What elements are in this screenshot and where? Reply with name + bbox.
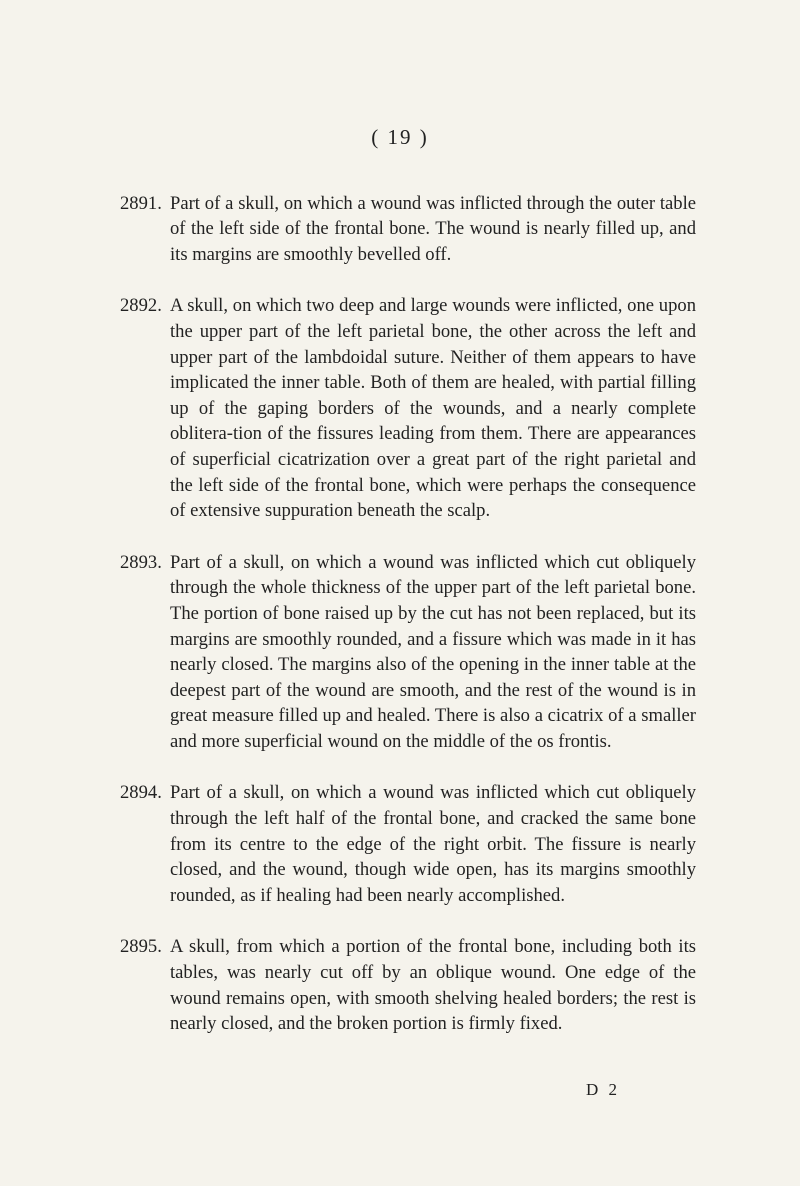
entry-number: 2891. <box>120 192 162 214</box>
catalogue-entry-2893 <box>120 550 696 755</box>
entry-text: Part of a skull, on which a wound was inflicted through the outer table of the left side of the frontal bone. The wound is nearly filled up, and its margins are smoothly bevelled off. <box>170 192 696 265</box>
catalogue-entry-2891 <box>120 191 696 268</box>
page-number: ( 19 ) <box>371 125 429 149</box>
entry-number: 2894. <box>120 782 162 804</box>
entry-text: Part of a skull, on which a wound was inflicted which cut obliquely through the whole thickness of the upper part of the left parietal bone. The portion of bone raised up by the cut has not been replaced, but its margins are smoothly rounded, and a fissure which was made in it has nearly closed. The margins also of the opening in the inner table at the deepest part of the wound are smooth, and the rest of the wound is in great measure filled up and healed. There is also a cicatrix of a smaller and more superficial wound on the middle of the os frontis. <box>170 551 696 752</box>
entry-text: A skull, on which two deep and large wounds were inflicted, one upon the upper part of the left parietal bone, the other across the left and upper part of the lambdoidal suture. Neither of them appears to have implicated the inner table. Both of them are healed, with partial filling up of the gaping borders of the wounds, and a nearly complete oblitera-tion of the fissures leading from them. There are appearances of superficial cicatrization over a great part of the right parietal and the left side of the frontal bone, which were perhaps the consequence of extensive suppuration beneath the scalp. <box>170 295 696 522</box>
catalogue-entries <box>120 172 696 1063</box>
entry-number: 2895. <box>120 936 162 958</box>
entry-text: A skull, from which a portion of the frontal bone, including both its tables, was nearly cut off by an oblique wound. One edge of the wound remains open, with smooth shelving healed borders; the rest is nearly closed, and the broken portion is firmly fixed. <box>170 936 696 1035</box>
signature-mark: D 2 <box>586 1080 621 1099</box>
entry-text: Part of a skull, on which a wound was inflicted which cut obliquely through the left half of the frontal bone, and cracked the same bone from its centre to the edge of the right orbit. The fissure is nearly closed, and the wound, though wide open, has its margins smoothly rounded, as if healing had been nearly accomplished. <box>170 782 696 906</box>
catalogue-entry-2892 <box>120 293 696 523</box>
entry-number: 2893. <box>120 551 162 573</box>
entry-number: 2892. <box>120 295 162 317</box>
catalogue-entry-2894 <box>120 780 696 908</box>
catalogue-entry-2895 <box>120 934 696 1036</box>
